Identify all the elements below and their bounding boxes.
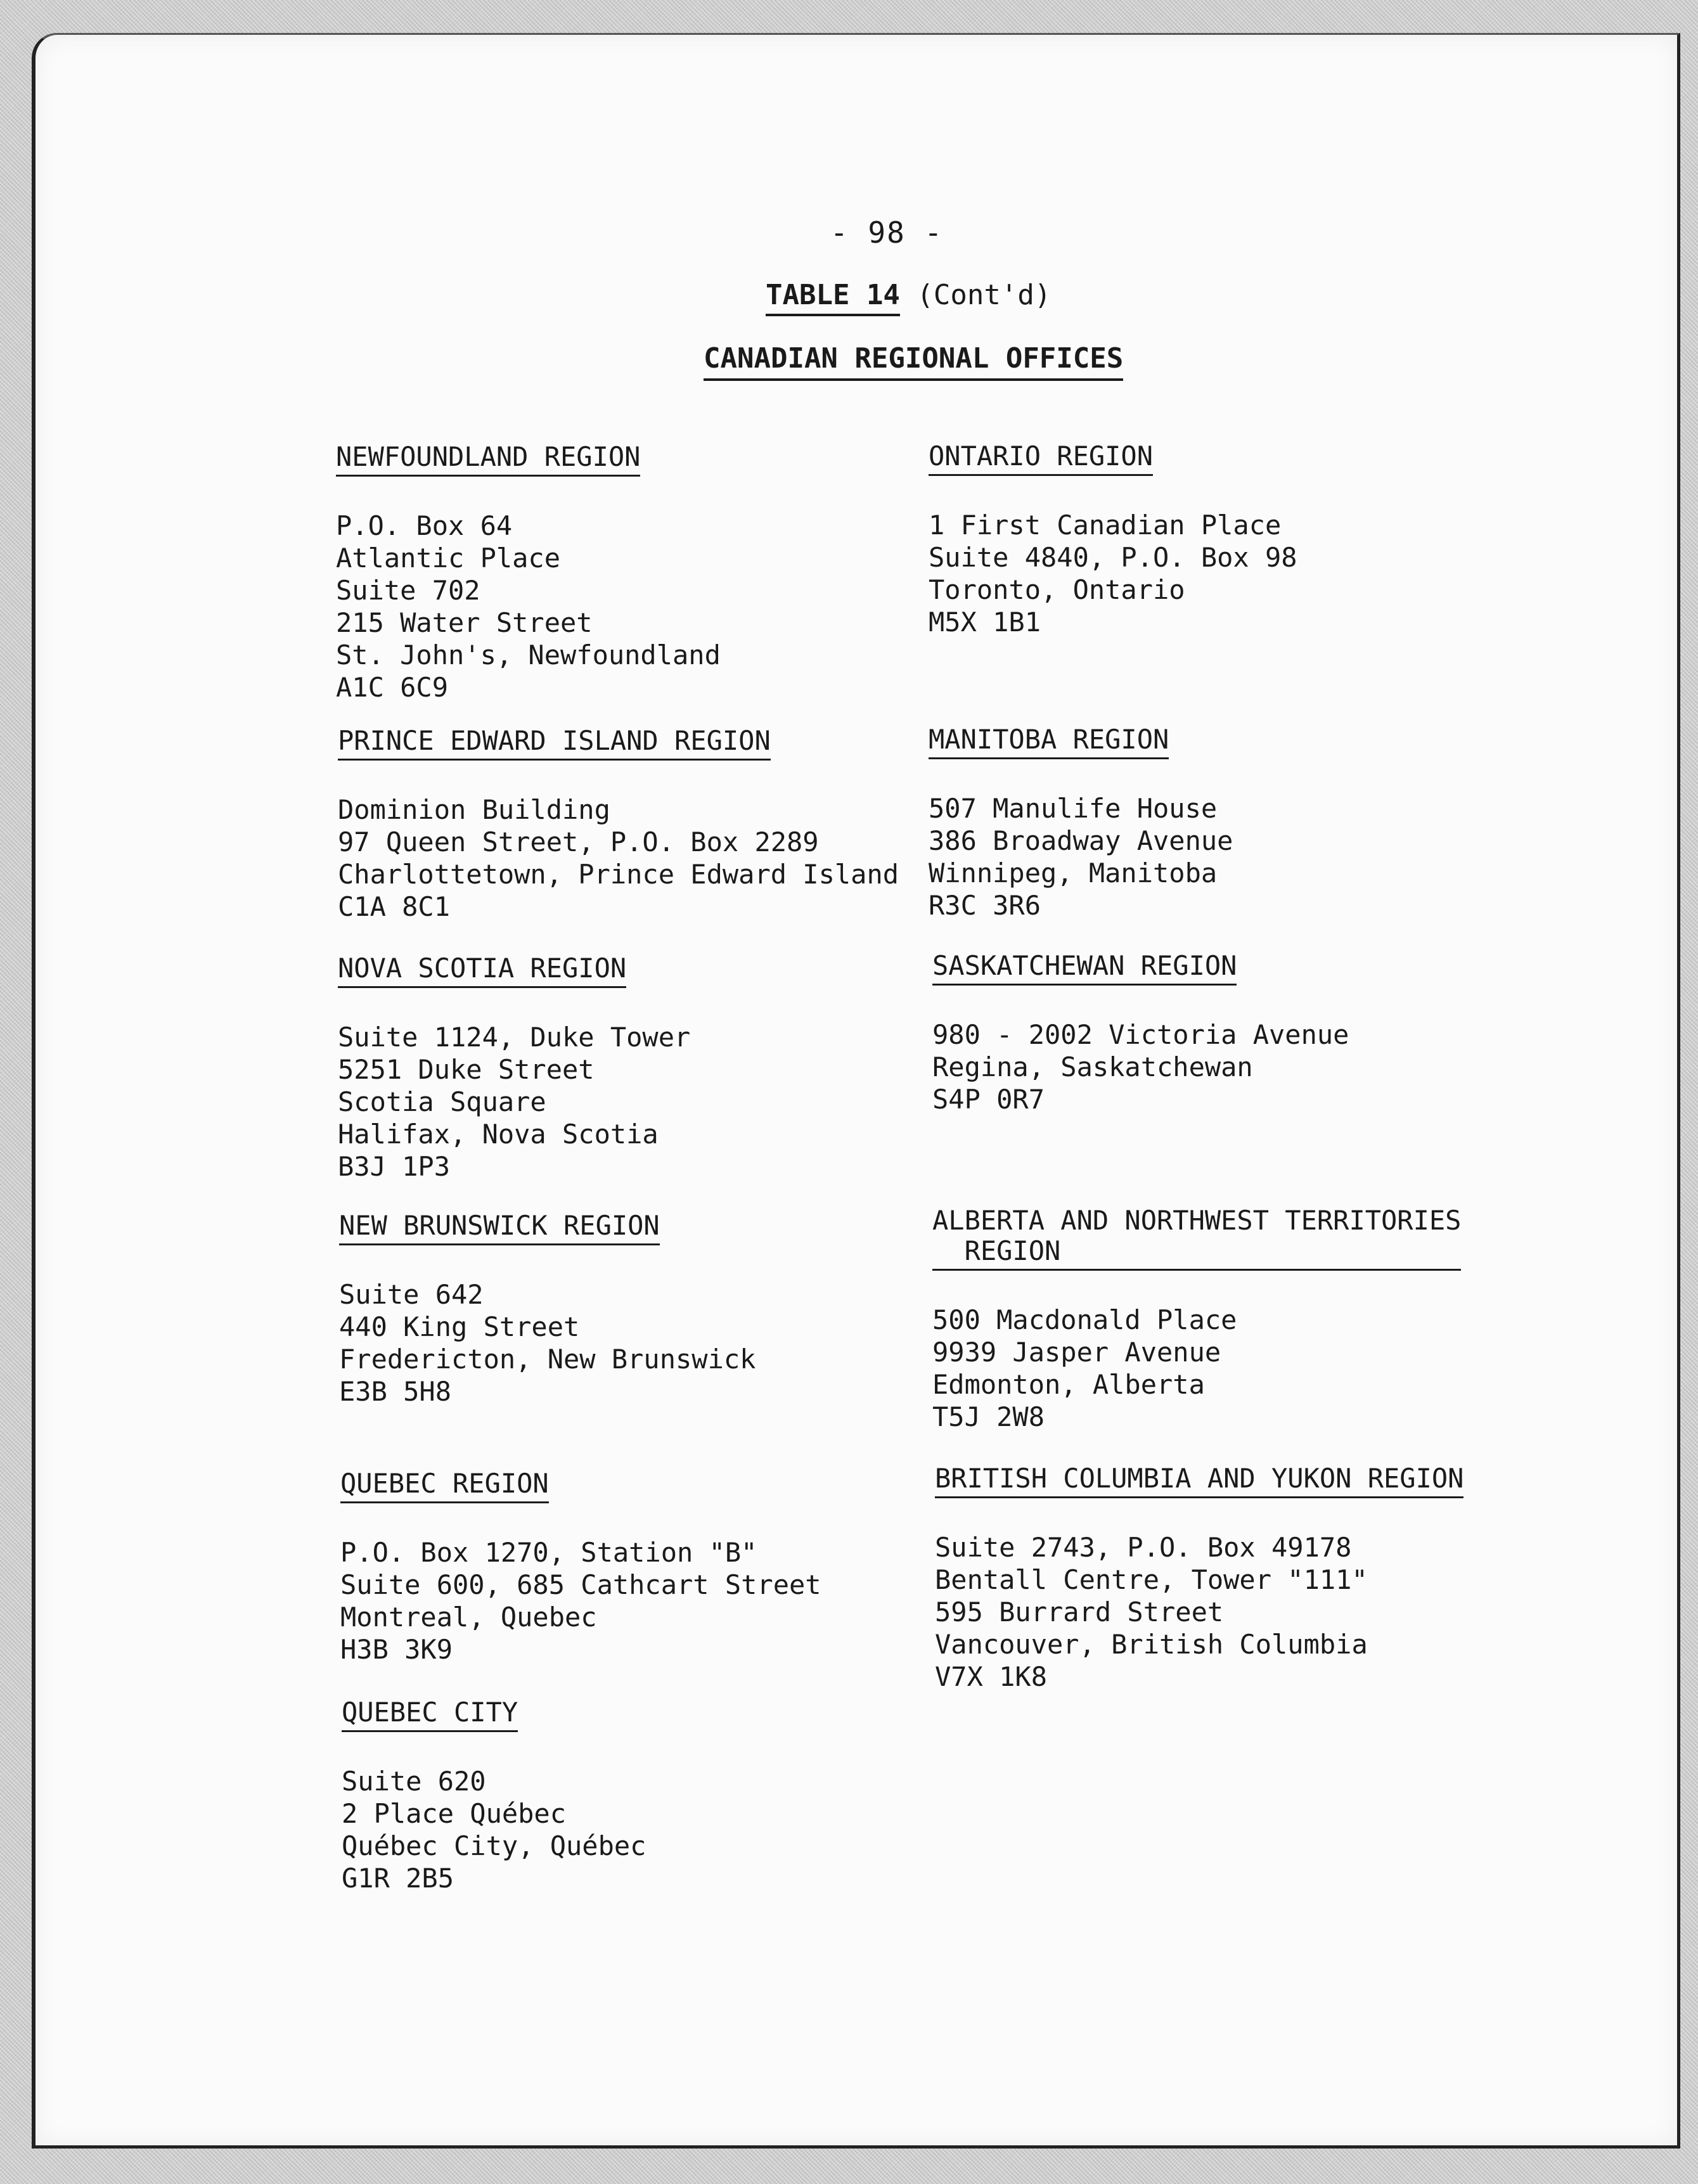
table-suffix: (Cont'd): [917, 279, 1052, 311]
region-alberta-northwest-territories: [932, 1205, 1461, 1433]
region-heading: MANITOBA REGION: [929, 724, 1169, 759]
region-heading: ALBERTA AND NORTHWEST TERRITORIES REGION: [932, 1205, 1461, 1271]
region-quebec: [340, 1467, 821, 1666]
region-heading: ONTARIO REGION: [929, 441, 1153, 476]
region-heading: QUEBEC REGION: [340, 1468, 549, 1503]
region-address: 980 - 2002 Victoria Avenue Regina, Saskatchewan S4P 0R7: [932, 1019, 1349, 1115]
region-newfoundland: [336, 440, 721, 703]
table-heading: [766, 279, 1051, 311]
table-label: TABLE 14: [766, 279, 900, 316]
region-heading: PRINCE EDWARD ISLAND REGION: [338, 726, 771, 761]
region-address: Suite 1124, Duke Tower 5251 Duke Street Scotia Square Halifax, Nova Scotia B3J 1P3: [338, 1022, 691, 1182]
region-heading: NEWFOUNDLAND REGION: [336, 442, 640, 477]
region-british-columbia-yukon: [935, 1462, 1463, 1693]
region-address: Suite 2743, P.O. Box 49178 Bentall Centre, Tower "111" 595 Burrard Street Vancouver, British Columbia V7X 1K8: [935, 1532, 1368, 1692]
region-prince-edward-island: [338, 724, 899, 923]
region-address: Suite 620 2 Place Québec Québec City, Québec G1R 2B5: [342, 1766, 646, 1894]
region-heading: NOVA SCOTIA REGION: [338, 953, 626, 988]
document-title: CANADIAN REGIONAL OFFICES: [704, 342, 1123, 381]
region-heading: NEW BRUNSWICK REGION: [339, 1211, 660, 1245]
page-number: - 98 -: [830, 215, 944, 250]
region-manitoba: [929, 723, 1233, 922]
region-new-brunswick: [339, 1209, 756, 1408]
region-ontario: [929, 440, 1297, 638]
region-address: P.O. Box 1270, Station "B" Suite 600, 685 Cathcart Street Montreal, Quebec H3B 3K9: [340, 1537, 821, 1665]
region-saskatchewan: [932, 949, 1349, 1115]
region-address: Suite 642 440 King Street Fredericton, New Brunswick E3B 5H8: [339, 1279, 756, 1407]
region-heading: QUEBEC CITY: [342, 1697, 518, 1732]
region-heading: SASKATCHEWAN REGION: [932, 951, 1237, 986]
region-quebec-city: [342, 1696, 646, 1894]
region-address: Dominion Building 97 Queen Street, P.O. Box 2289 Charlottetown, Prince Edward Island C1A 8C1: [338, 794, 899, 922]
region-address: 500 Macdonald Place 9939 Jasper Avenue Edmonton, Alberta T5J 2W8: [932, 1304, 1237, 1432]
region-address: 1 First Canadian Place Suite 4840, P.O. Box 98 Toronto, Ontario M5X 1B1: [929, 510, 1297, 638]
region-address: 507 Manulife House 386 Broadway Avenue Winnipeg, Manitoba R3C 3R6: [929, 793, 1233, 921]
region-nova-scotia: [338, 952, 690, 1183]
region-address: P.O. Box 64 Atlantic Place Suite 702 215 Water Street St. John's, Newfoundland A1C 6C9: [336, 510, 721, 703]
region-heading: BRITISH COLUMBIA AND YUKON REGION: [935, 1463, 1463, 1498]
